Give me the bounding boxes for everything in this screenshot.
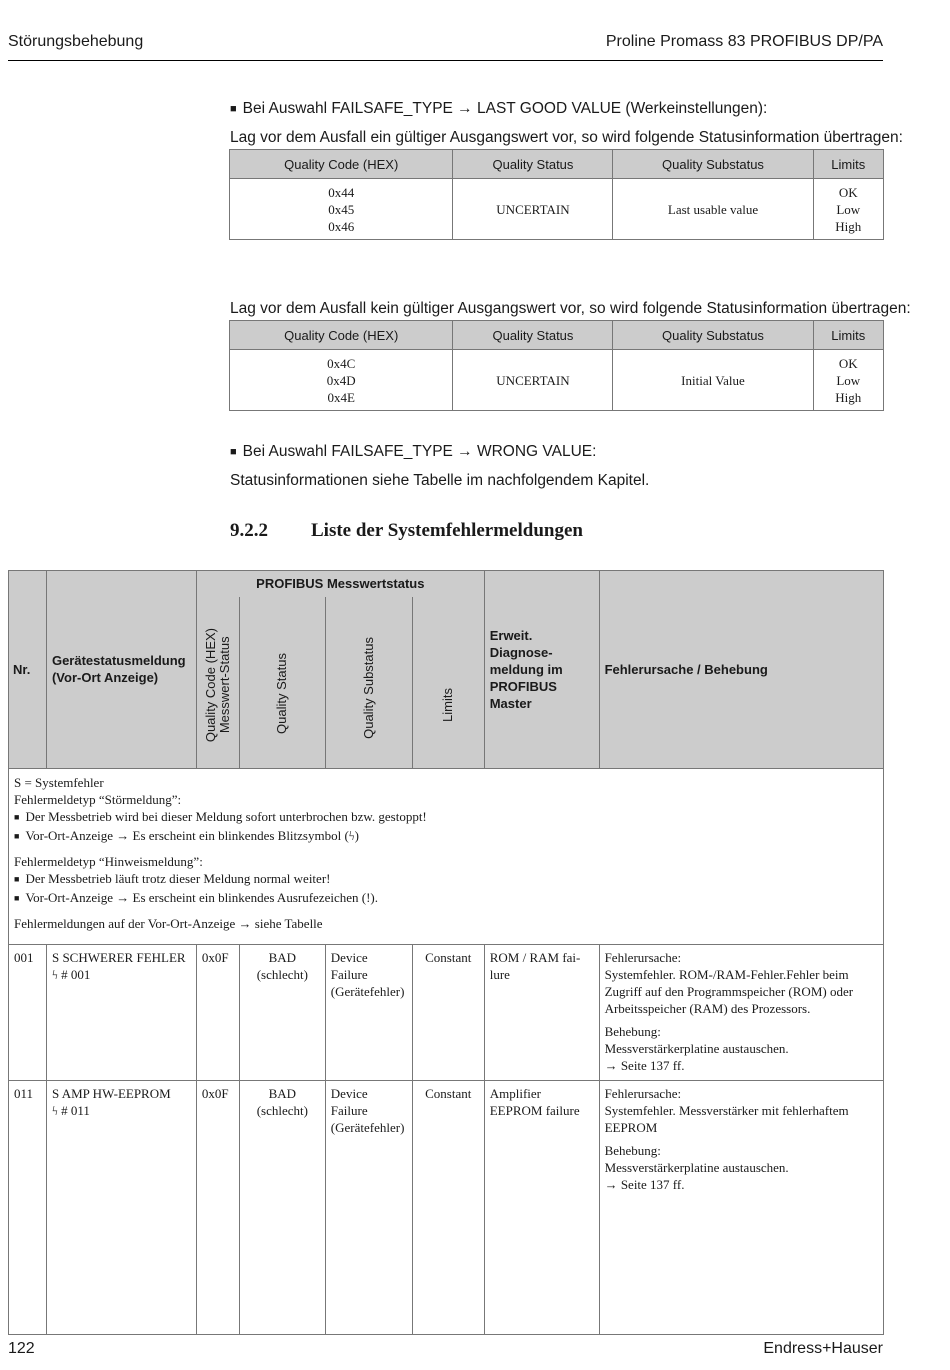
table-row [9,944,884,1080]
col-quality-code-hex: Quality Code (HEX) Messwert-Status [196,597,239,769]
cell-quality-code: 0x0F [196,1080,239,1334]
col-quality-code: Quality Code (HEX) [230,150,453,179]
cell-substatus: Initial Value [613,350,813,411]
cell-cause-remedy: Fehlerursache: Systemfehler. ROM-/RAM-Fehler.Fehler beim Zugriff auf den Programmspeicher (ROM) oder Arbeitsspeicher (RAM) des Prozessors. Behebung: Messverstärkerplatine austauschen. → Seite 137 ff. [599,944,883,1080]
cell-limits: OK Low High [813,179,883,240]
col-nr: Nr. [9,571,47,769]
section-title: Liste der Systemfehlermeldungen [311,520,583,541]
cell-quality-code: 0x0F [196,944,239,1080]
cell-quality-status: BAD (schlecht) [239,944,325,1080]
cell-diagnosis: Amplifier EEPROM failure [484,1080,599,1334]
col-quality-substatus-v: Quality Substatus [325,597,412,769]
running-header-right: Proline Promass 83 PROFIBUS DP/PA [605,33,883,50]
cell-limits: OK Low High [813,350,883,411]
cell-codes: 0x44 0x45 0x46 [230,179,453,240]
table-row [9,1080,884,1334]
cell-quality-substatus: Device Failure (Gerätefehler) [325,944,412,1080]
cell-status: UNCERTAIN [453,179,613,240]
brand-name: Endress+Hauser [763,1340,883,1357]
page-number: 122 [8,1340,35,1357]
status-table-invalid [229,320,884,411]
cell-diagnosis: ROM / RAM fai-lure [484,944,599,1080]
col-limits: Limits [813,321,883,350]
section-number: 9.2.2 [230,520,268,541]
cell-quality-substatus: Device Failure (Gerätefehler) [325,1080,412,1334]
cell-limits: Constant [412,1080,484,1334]
cell-cause-remedy: Fehlerursache: Systemfehler. Messverstärker mit fehlerhaftem EEPROM Behebung: Messverstärkerplatine austauschen. → Seite 137 ff. [599,1080,883,1334]
bullet-wrong-value: ■ Bei Auswahl FAILSAFE_TYPE → WRONG VALUE: [230,443,596,461]
cell-nr: 011 [9,1080,47,1334]
cell-quality-status: BAD (schlecht) [239,1080,325,1334]
col-quality-status-v: Quality Status [239,597,325,769]
col-limits-v: Limits [412,597,484,769]
col-device-message: Gerätestatusmeldung (Vor-Ort Anzeige) [46,571,196,769]
col-quality-status: Quality Status [453,150,613,179]
col-quality-code: Quality Code (HEX) [230,321,453,350]
intro-valid-output: Lag vor dem Ausfall ein gültiger Ausgangswert vor, so wird folgende Statusinformation übertragen: [230,129,903,146]
intro-invalid-output: Lag vor dem Ausfall kein gültiger Ausgangswert vor, so wird folgende Statusinformation übertragen: [230,300,911,317]
legend-cell: S = Systemfehler Fehlermeldetyp “Störmeldung”: ■ Der Messbetrieb wird bei dieser Meldung sofort unterbrochen bzw. gestoppt! ■ Vor-Ort-Anzeige → Es erscheint ein blinkendes Blitzsymbol (ϟ) Fehlermeldetyp “Hinweismeldung”: ■ Der Messbetrieb läuft trotz dieser Meldung normal weiter! ■ Vor-Ort-Anzeige → Es erscheint ein blinkendes Ausrufezeichen (!). Fehlermeldungen auf der Vor-Ort-Anzeige → siehe Tabelle [9,768,884,944]
col-extended-diagnosis: Erweit. Diagnose-meldung im PROFIBUS Master [484,571,599,769]
status-table-valid [229,149,884,240]
cell-status: UNCERTAIN [453,350,613,411]
header-rule [8,60,883,61]
bullet-last-good-value: ■ Bei Auswahl FAILSAFE_TYPE → LAST GOOD VALUE (Werkeinstellungen): [230,100,767,118]
cell-codes: 0x4C 0x4D 0x4E [230,350,453,411]
intro-row [9,768,884,944]
cell-message: S AMP HW-EEPROM ϟ # 011 [46,1080,196,1334]
cell-message: S SCHWERER FEHLER ϟ # 001 [46,944,196,1080]
col-quality-substatus: Quality Substatus [613,321,813,350]
note-next-chapter: Statusinformationen siehe Tabelle im nachfolgendem Kapitel. [230,472,650,489]
table-row [230,350,884,411]
col-cause-remedy: Fehlerursache / Behebung [599,571,883,769]
cell-substatus: Last usable value [613,179,813,240]
cell-limits: Constant [412,944,484,1080]
col-profibus-status: PROFIBUS Messwertstatus [196,571,484,597]
col-quality-substatus: Quality Substatus [613,150,813,179]
running-header-left: Störungsbehebung [8,33,144,50]
table-row [230,179,884,240]
col-quality-status: Quality Status [453,321,613,350]
system-error-table [8,570,884,1335]
cell-nr: 001 [9,944,47,1080]
col-limits: Limits [813,150,883,179]
